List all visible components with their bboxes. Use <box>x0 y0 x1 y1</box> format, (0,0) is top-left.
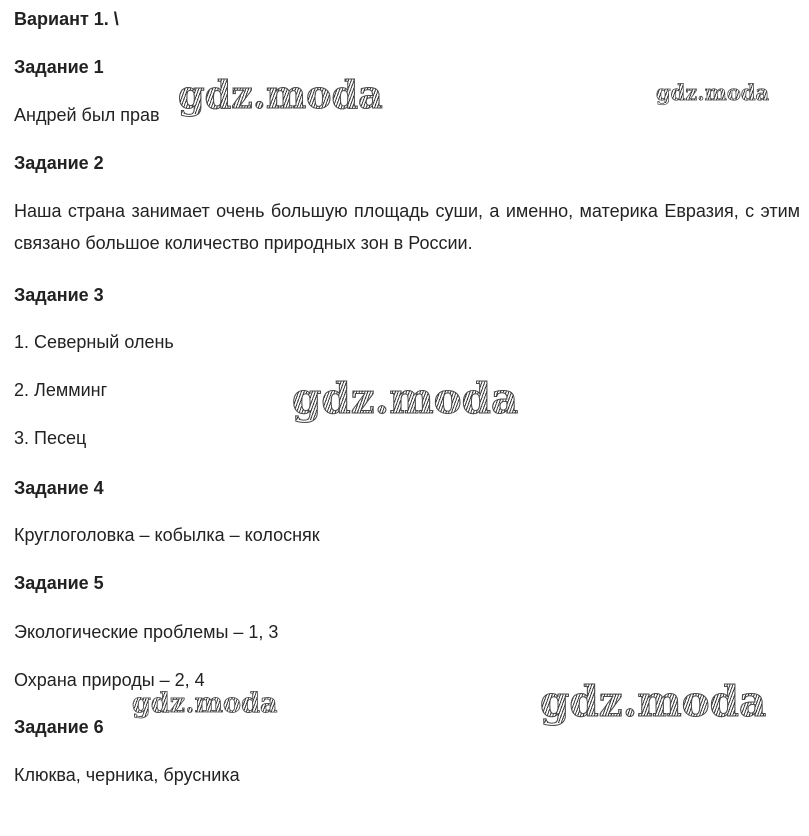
task-1-heading: Задание 1 <box>14 57 104 77</box>
watermark-logo: gdz.moda <box>656 80 770 105</box>
task-5-line-1: Экологические проблемы – 1, 3 <box>14 622 279 642</box>
task-1-answer: Андрей был прав <box>14 105 160 125</box>
variant-title: Вариант 1. \ <box>14 9 119 29</box>
task-3-item-1: 1. Северный олень <box>14 332 174 352</box>
task-4-heading: Задание 4 <box>14 478 104 498</box>
task-3-item-3: 3. Песец <box>14 428 87 448</box>
task-2-heading: Задание 2 <box>14 153 104 173</box>
watermark-logo: gdz.moda <box>540 677 767 726</box>
task-3-heading: Задание 3 <box>14 285 104 305</box>
watermark-logo: gdz.moda <box>132 688 278 719</box>
watermark-logo: gdz.moda <box>292 374 519 423</box>
watermark-logo: gdz.moda <box>178 72 383 117</box>
task-6-answer: Клюква, черника, брусника <box>14 765 240 785</box>
task-6-heading: Задание 6 <box>14 717 104 737</box>
task-4-answer: Круглоголовка – кобылка – колосняк <box>14 525 320 545</box>
task-3-item-2: 2. Лемминг <box>14 380 108 400</box>
task-5-line-2: Охрана природы – 2, 4 <box>14 670 205 690</box>
task-5-heading: Задание 5 <box>14 573 104 593</box>
task-2-answer: Наша страна занимает очень большую площадь суши, а именно, материка Евразия, с этим связано большое количество природных зон в России. <box>14 201 800 253</box>
